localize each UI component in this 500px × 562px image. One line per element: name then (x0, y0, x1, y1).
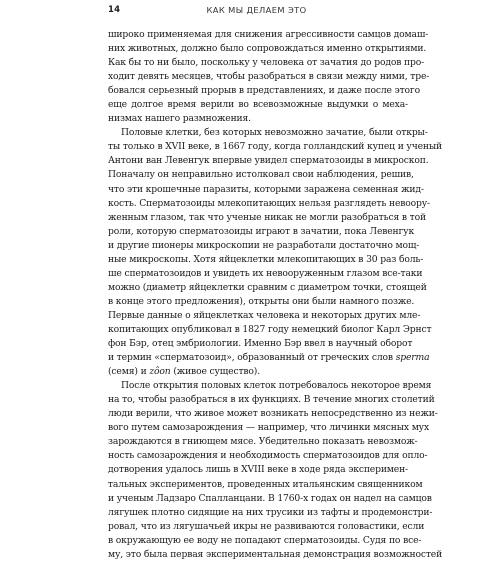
text-line-content: широко применяемая для снижения агрессивности самцов домаш- (108, 29, 429, 40)
text-line-content: ходит девять месяцев, чтобы разобраться в связи между ними, тре- (108, 71, 430, 83)
text-line-content: еще долгое время верили во всевозможные выдумки о меха- (108, 99, 408, 111)
text-line-content: Антони ван Левенгук впервые увидел сперматозоиды в микроскоп. (108, 155, 429, 167)
text-line (108, 225, 415, 239)
text-line (108, 520, 425, 534)
text-line (108, 351, 430, 365)
text-line-content: и термин «сперматозоид», образованный от греческих слов (108, 352, 393, 364)
page-header (108, 5, 405, 19)
text-line (108, 197, 430, 211)
text-line (108, 42, 427, 56)
text-line (108, 548, 443, 562)
text-line (108, 421, 429, 435)
text-line (108, 168, 414, 182)
text-line-content: ше сперматозоидов и увидеть их невооруженным глазом все-таки (108, 267, 423, 279)
text-line-content: ность самозарождения и необходимость сперматозоидов для опло- (108, 450, 428, 462)
text-line (108, 379, 432, 393)
text-line (108, 211, 426, 225)
text-line-content: женным глазом, так что ученые никак не могли разобраться в той (108, 211, 426, 223)
text-line (108, 337, 413, 351)
text-line-content: роли, которую сперматозоиды играют в зачатии, пока Левенгук (108, 225, 415, 237)
running-head: КАК МЫ ДЕЛАЕМ ЭТО (206, 5, 307, 15)
text-line-content: что эти крошечные паразиты, которыми заражена семенная жид- (108, 183, 424, 195)
text-line (108, 435, 418, 449)
text-line (108, 154, 429, 168)
italic-word: zôon (149, 366, 171, 378)
text-line-content: лягушек плотно сидящие на них трусики из тафты и продемонстри- (108, 506, 433, 518)
text-line-content: ные микроскопы. Хотя яйцеклетки млекопитающих в 30 раз боль- (108, 253, 424, 265)
text-line-content: кость. Сперматозоиды млекопитающих нельзя разглядеть невоору- (108, 197, 430, 209)
text-line (108, 492, 432, 506)
text-line-content: Половые клетки, без которых невозможно зачатие, были откры- (121, 127, 428, 139)
text-line (108, 56, 425, 70)
text-line (108, 140, 443, 154)
text-line-content: в окружающую ее воду не попадают сперматозоиды. Судя по все- (108, 534, 422, 546)
text-line (108, 463, 408, 477)
text-line (108, 70, 430, 84)
body-text (108, 28, 443, 562)
text-line (108, 506, 433, 520)
text-line (108, 281, 427, 295)
text-line (108, 478, 423, 492)
text-line (108, 183, 424, 197)
text-line-content: ровал, что из лягушачьей икры не развиваются головастики, если (108, 520, 425, 532)
text-line (108, 309, 421, 323)
text-line (108, 84, 420, 98)
text-line-content: и другие пионеры микроскопии не разработали достаточно мощ- (108, 239, 420, 251)
text-line-content: на то, чтобы разобраться в их функциях. В течение многих столетий (108, 394, 435, 406)
text-line-content: дотворения удалось лишь в XVIII веке в ходе ряда эксперимен- (108, 464, 408, 476)
text-line (108, 393, 435, 407)
text-line-content: бовался серьезный прорыв в представлениях, и даже после этого (108, 85, 420, 97)
text-line-content: вого путем самозарождения — например, что личинки мясных мух (108, 422, 429, 434)
text-line-content: (семя) и (108, 366, 147, 378)
text-line (108, 267, 423, 281)
text-line-content: в конце этого предложения), открыты они были намного позже. (108, 295, 415, 307)
text-line-content: низмах нашего размножения. (108, 113, 251, 125)
text-line-content: копитающих опубликовал в 1827 году немецкий биолог Карл Эрнст (108, 323, 432, 335)
text-line-content: зарождаются в гниющем мясе. Убедительно показать невозмож- (108, 436, 418, 448)
text-line-content: ты только в XVII веке, в 1667 году, когда голландский купец и ученый (108, 141, 443, 153)
text-line-content: му, это была первая экспериментальная демонстрация возможностей (108, 548, 443, 560)
text-line (108, 323, 432, 337)
text-line (108, 449, 428, 463)
text-line (108, 112, 408, 126)
text-line (108, 28, 429, 42)
text-line-content: люди верили, что живое может возникать непосредственно из нежи- (108, 408, 438, 420)
text-line (108, 126, 428, 140)
page-number: 14 (108, 5, 121, 15)
text-line-content: можно (диаметр яйцеклетки сравним с диаметром точки, стоящей (108, 281, 427, 293)
text-line-content: фон Бэр, отец эмбриологии. Именно Бэр ввел в научный оборот (108, 338, 413, 350)
text-line (108, 253, 424, 267)
text-line-content: После открытия половых клеток потребовалось некоторое время (121, 380, 432, 392)
text-line (108, 295, 415, 309)
text-line-content: Поначалу он неправильно истолковал свои наблюдения, решив, (108, 169, 414, 181)
text-line-content: них животных, должно было сопровождаться именно открытиями. (108, 43, 427, 55)
text-line (108, 407, 438, 421)
text-line-content: тальных экспериментов, проведенных итальянским священником (108, 478, 423, 490)
text-line (108, 534, 422, 548)
text-line (108, 239, 420, 253)
text-line-content: Первые данные о яйцеклетках человека и некоторых других мле- (108, 309, 421, 321)
text-line (108, 365, 408, 379)
text-line-content: и ученым Ладзаро Спалланцани. В 1760-х годах он надел на самцов (108, 492, 432, 504)
text-line (108, 98, 408, 112)
text-line-tail: (живое существо). (173, 366, 260, 378)
text-line-content: Как бы то ни было, поскольку у человека от зачатия до родов про- (108, 57, 425, 69)
italic-word: sperma (395, 352, 430, 364)
